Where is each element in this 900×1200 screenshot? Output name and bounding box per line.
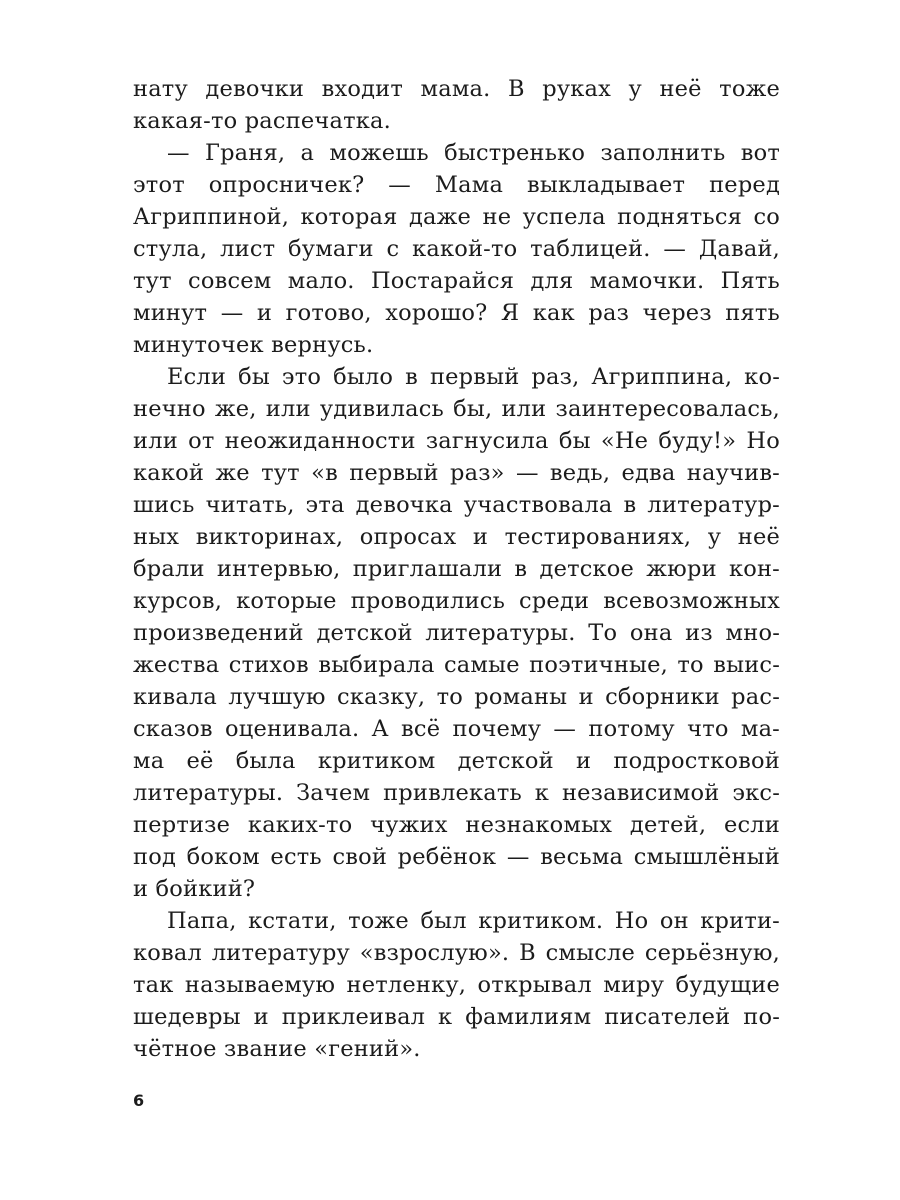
text-line: под боком есть свой ребёнок — весьма смышлёный [133, 844, 780, 870]
text-line: литературы. Зачем привлекать к независимой экс- [133, 780, 780, 806]
text-line: минуточек вернусь. [133, 332, 374, 358]
text-line: какой же тут «в первый раз» — ведь, едва научив- [133, 460, 780, 486]
text-line: или от неожиданности загнусила бы «Не буду!» Но [133, 428, 780, 454]
text-line: нечно же, или удивилась бы, или заинтересовалась, [133, 396, 780, 422]
page-number: 6 [133, 1091, 145, 1110]
text-line: Папа, кстати, тоже был критиком. Но он крити- [167, 908, 780, 934]
text-line: Агриппиной, которая даже не успела подняться со [133, 204, 780, 230]
text-line: ковал литературу «взрослую». В смысле серьёзную, [133, 940, 780, 966]
text-line: кивала лучшую сказку, то романы и сборники рас- [133, 684, 780, 710]
text-line: ных викторинах, опросах и тестированиях, у неё [133, 524, 780, 550]
text-line: пертизе каких-то чужих незнакомых детей, если [133, 812, 780, 838]
text-line: так называемую нетленку, открывал миру будущие [133, 972, 780, 998]
text-line: ма её была критиком детской и подростковой [133, 748, 780, 774]
text-line: и бойкий? [133, 876, 256, 902]
page-text [133, 73, 780, 1065]
text-line: нату девочки входит мама. В руках у неё тоже [133, 76, 780, 102]
text-line: какая-то распечатка. [133, 108, 391, 134]
text-line: курсов, которые проводились среди всевозможных [133, 588, 780, 614]
text-line: — Граня, а можешь быстренько заполнить вот [167, 140, 780, 166]
text-line: минут — и готово, хорошо? Я как раз через пять [133, 300, 780, 326]
text-line: чётное звание «гений». [133, 1036, 421, 1062]
text-line: этот опросничек? — Мама выкладывает перед [133, 172, 780, 198]
text-line: стула, лист бумаги с какой-то таблицей. — Давай, [133, 236, 780, 262]
text-line: сказов оценивала. А всё почему — потому что ма- [133, 716, 780, 742]
text-line: произведений детской литературы. То она из мно- [133, 620, 780, 646]
text-line: Если бы это было в первый раз, Агриппина, ко- [167, 364, 780, 390]
text-line: шись читать, эта девочка участвовала в литератур- [133, 492, 780, 518]
text-line: шедевры и приклеивал к фамилиям писателей по- [133, 1004, 780, 1030]
text-line: жества стихов выбирала самые поэтичные, то выис- [133, 652, 780, 678]
text-line: тут совсем мало. Постарайся для мамочки. Пять [133, 268, 780, 294]
text-line: брали интервью, приглашали в детское жюри кон- [133, 556, 780, 582]
